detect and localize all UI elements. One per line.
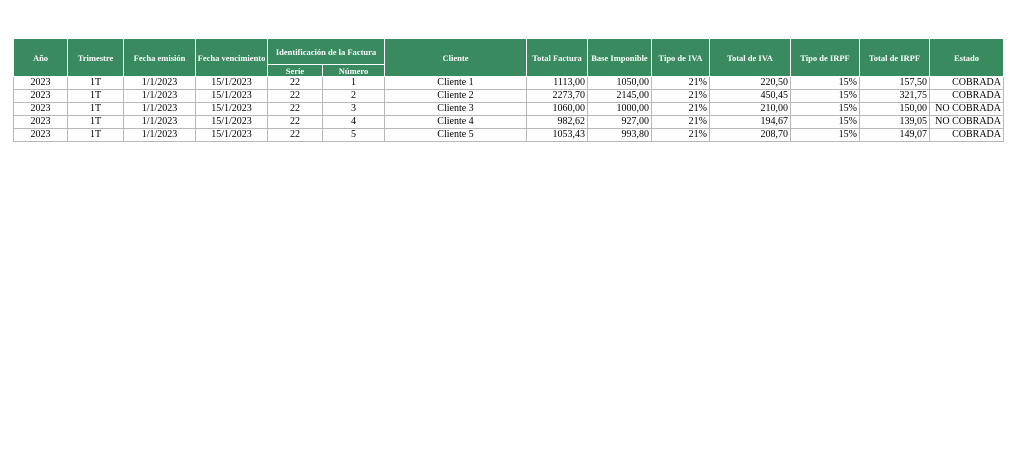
table-row[interactable] [14,116,1004,129]
header-total-factura[interactable]: Total Factura [527,39,588,77]
cell-serie[interactable]: 22 [268,90,323,103]
cell-total-irpf[interactable]: 149,07 [860,129,930,142]
header-serie[interactable]: Serie [268,65,323,77]
cell-numero[interactable]: 4 [323,116,385,129]
header-tipo-irpf[interactable]: Tipo de IRPF [791,39,860,77]
cell-serie[interactable]: 22 [268,116,323,129]
cell-cliente[interactable]: Cliente 5 [385,129,527,142]
cell-numero[interactable]: 3 [323,103,385,116]
table-body [14,77,1004,142]
cell-tipo-iva[interactable]: 21% [652,77,710,90]
cell-total-iva[interactable]: 210,00 [710,103,791,116]
cell-tipo-iva[interactable]: 21% [652,116,710,129]
cell-fecha-emision[interactable]: 1/1/2023 [124,77,196,90]
cell-base-imponible[interactable]: 927,00 [588,116,652,129]
cell-total-irpf[interactable]: 321,75 [860,90,930,103]
cell-total-irpf[interactable]: 157,50 [860,77,930,90]
cell-tipo-irpf[interactable]: 15% [791,90,860,103]
header-total-irpf[interactable]: Total de IRPF [860,39,930,77]
table-row[interactable] [14,77,1004,90]
cell-fecha-vencimiento[interactable]: 15/1/2023 [196,116,268,129]
cell-numero[interactable]: 5 [323,129,385,142]
cell-anio[interactable]: 2023 [14,116,68,129]
cell-fecha-emision[interactable]: 1/1/2023 [124,129,196,142]
cell-tipo-irpf[interactable]: 15% [791,116,860,129]
header-identificacion-factura[interactable]: Identificación de la Factura [268,39,385,65]
cell-anio[interactable]: 2023 [14,129,68,142]
cell-serie[interactable]: 22 [268,77,323,90]
cell-fecha-emision[interactable]: 1/1/2023 [124,103,196,116]
cell-total-factura[interactable]: 2273,70 [527,90,588,103]
cell-estado[interactable]: COBRADA [930,77,1004,90]
cell-trimestre[interactable]: 1T [68,116,124,129]
cell-numero[interactable]: 1 [323,77,385,90]
cell-numero[interactable]: 2 [323,90,385,103]
table-row[interactable] [14,103,1004,116]
header-base-imponible[interactable]: Base Imponible [588,39,652,77]
cell-fecha-vencimiento[interactable]: 15/1/2023 [196,77,268,90]
header-trimestre[interactable]: Trimestre [68,39,124,77]
cell-anio[interactable]: 2023 [14,90,68,103]
cell-estado[interactable]: NO COBRADA [930,103,1004,116]
cell-total-iva[interactable]: 450,45 [710,90,791,103]
cell-tipo-iva[interactable]: 21% [652,90,710,103]
cell-trimestre[interactable]: 1T [68,129,124,142]
header-numero[interactable]: Número [323,65,385,77]
cell-cliente[interactable]: Cliente 3 [385,103,527,116]
cell-anio[interactable]: 2023 [14,77,68,90]
cell-serie[interactable]: 22 [268,129,323,142]
cell-trimestre[interactable]: 1T [68,77,124,90]
cell-total-factura[interactable]: 1053,43 [527,129,588,142]
cell-base-imponible[interactable]: 1050,00 [588,77,652,90]
cell-tipo-irpf[interactable]: 15% [791,129,860,142]
table-row[interactable] [14,129,1004,142]
cell-trimestre[interactable]: 1T [68,90,124,103]
invoice-table [13,38,1004,142]
invoice-sheet [13,38,1003,142]
header-tipo-iva[interactable]: Tipo de IVA [652,39,710,77]
cell-tipo-iva[interactable]: 21% [652,129,710,142]
cell-estado[interactable]: NO COBRADA [930,116,1004,129]
cell-tipo-irpf[interactable]: 15% [791,103,860,116]
cell-anio[interactable]: 2023 [14,103,68,116]
cell-estado[interactable]: COBRADA [930,129,1004,142]
cell-total-factura[interactable]: 1113,00 [527,77,588,90]
cell-estado[interactable]: COBRADA [930,90,1004,103]
cell-cliente[interactable]: Cliente 2 [385,90,527,103]
cell-total-iva[interactable]: 194,67 [710,116,791,129]
cell-trimestre[interactable]: 1T [68,103,124,116]
cell-base-imponible[interactable]: 993,80 [588,129,652,142]
cell-fecha-vencimiento[interactable]: 15/1/2023 [196,90,268,103]
header-fecha-vencimiento[interactable]: Fecha vencimiento [196,39,268,77]
cell-tipo-irpf[interactable]: 15% [791,77,860,90]
cell-serie[interactable]: 22 [268,103,323,116]
header-estado[interactable]: Estado [930,39,1004,77]
cell-fecha-vencimiento[interactable]: 15/1/2023 [196,129,268,142]
cell-total-irpf[interactable]: 139,05 [860,116,930,129]
header-cliente[interactable]: Cliente [385,39,527,77]
header-fecha-emision[interactable]: Fecha emisión [124,39,196,77]
table-row[interactable] [14,90,1004,103]
cell-cliente[interactable]: Cliente 1 [385,77,527,90]
cell-total-iva[interactable]: 220,50 [710,77,791,90]
cell-base-imponible[interactable]: 2145,00 [588,90,652,103]
cell-fecha-emision[interactable]: 1/1/2023 [124,116,196,129]
header-anio[interactable]: Año [14,39,68,77]
cell-total-factura[interactable]: 1060,00 [527,103,588,116]
cell-total-factura[interactable]: 982,62 [527,116,588,129]
cell-tipo-iva[interactable]: 21% [652,103,710,116]
cell-total-iva[interactable]: 208,70 [710,129,791,142]
header-total-iva[interactable]: Total de IVA [710,39,791,77]
cell-base-imponible[interactable]: 1000,00 [588,103,652,116]
cell-total-irpf[interactable]: 150,00 [860,103,930,116]
cell-fecha-vencimiento[interactable]: 15/1/2023 [196,103,268,116]
cell-cliente[interactable]: Cliente 4 [385,116,527,129]
cell-fecha-emision[interactable]: 1/1/2023 [124,90,196,103]
